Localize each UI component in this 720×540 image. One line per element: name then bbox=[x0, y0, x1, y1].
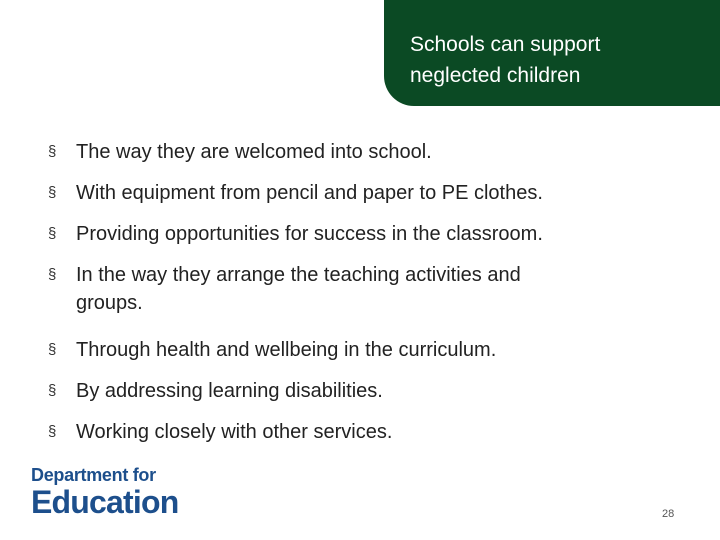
logo-line-2: Education bbox=[31, 484, 179, 520]
page-number: 28 bbox=[662, 508, 675, 520]
bullet-icon: § bbox=[48, 382, 57, 399]
bullet-item bbox=[48, 138, 688, 166]
bullet-icon: § bbox=[48, 341, 57, 358]
bullet-text: With equipment from pencil and paper to PE clothes. bbox=[76, 182, 543, 204]
bullet-icon: § bbox=[48, 143, 57, 160]
title-banner bbox=[384, 0, 720, 106]
bullet-text: Working closely with other services. bbox=[76, 421, 393, 443]
bullet-item bbox=[48, 377, 688, 405]
slide-title-line-1: Schools can support bbox=[410, 33, 601, 56]
bullet-text: Through health and wellbeing in the curriculum. bbox=[76, 339, 497, 361]
bullet-text: Providing opportunities for success in the classroom. bbox=[76, 223, 543, 245]
bullet-icon: § bbox=[48, 225, 57, 242]
department-for-education-logo bbox=[31, 466, 178, 519]
bullet-text-line-1: In the way they arrange the teaching activities and bbox=[76, 264, 521, 286]
bullet-item bbox=[48, 336, 688, 364]
bullet-item bbox=[48, 418, 688, 446]
bullet-item bbox=[48, 261, 688, 317]
bullet-text: The way they are welcomed into school. bbox=[76, 141, 432, 163]
bullet-item bbox=[48, 179, 688, 207]
bullet-list bbox=[48, 138, 688, 459]
logo-line-1: Department for bbox=[31, 465, 156, 485]
bullet-icon: § bbox=[48, 184, 57, 201]
bullet-icon: § bbox=[48, 423, 57, 440]
slide-title-line-2: neglected children bbox=[410, 64, 581, 87]
bullet-item bbox=[48, 220, 688, 248]
bullet-text-line-2: groups. bbox=[76, 292, 143, 314]
bullet-text: By addressing learning disabilities. bbox=[76, 380, 383, 402]
slide-title bbox=[410, 29, 670, 91]
bullet-icon: § bbox=[48, 266, 57, 283]
